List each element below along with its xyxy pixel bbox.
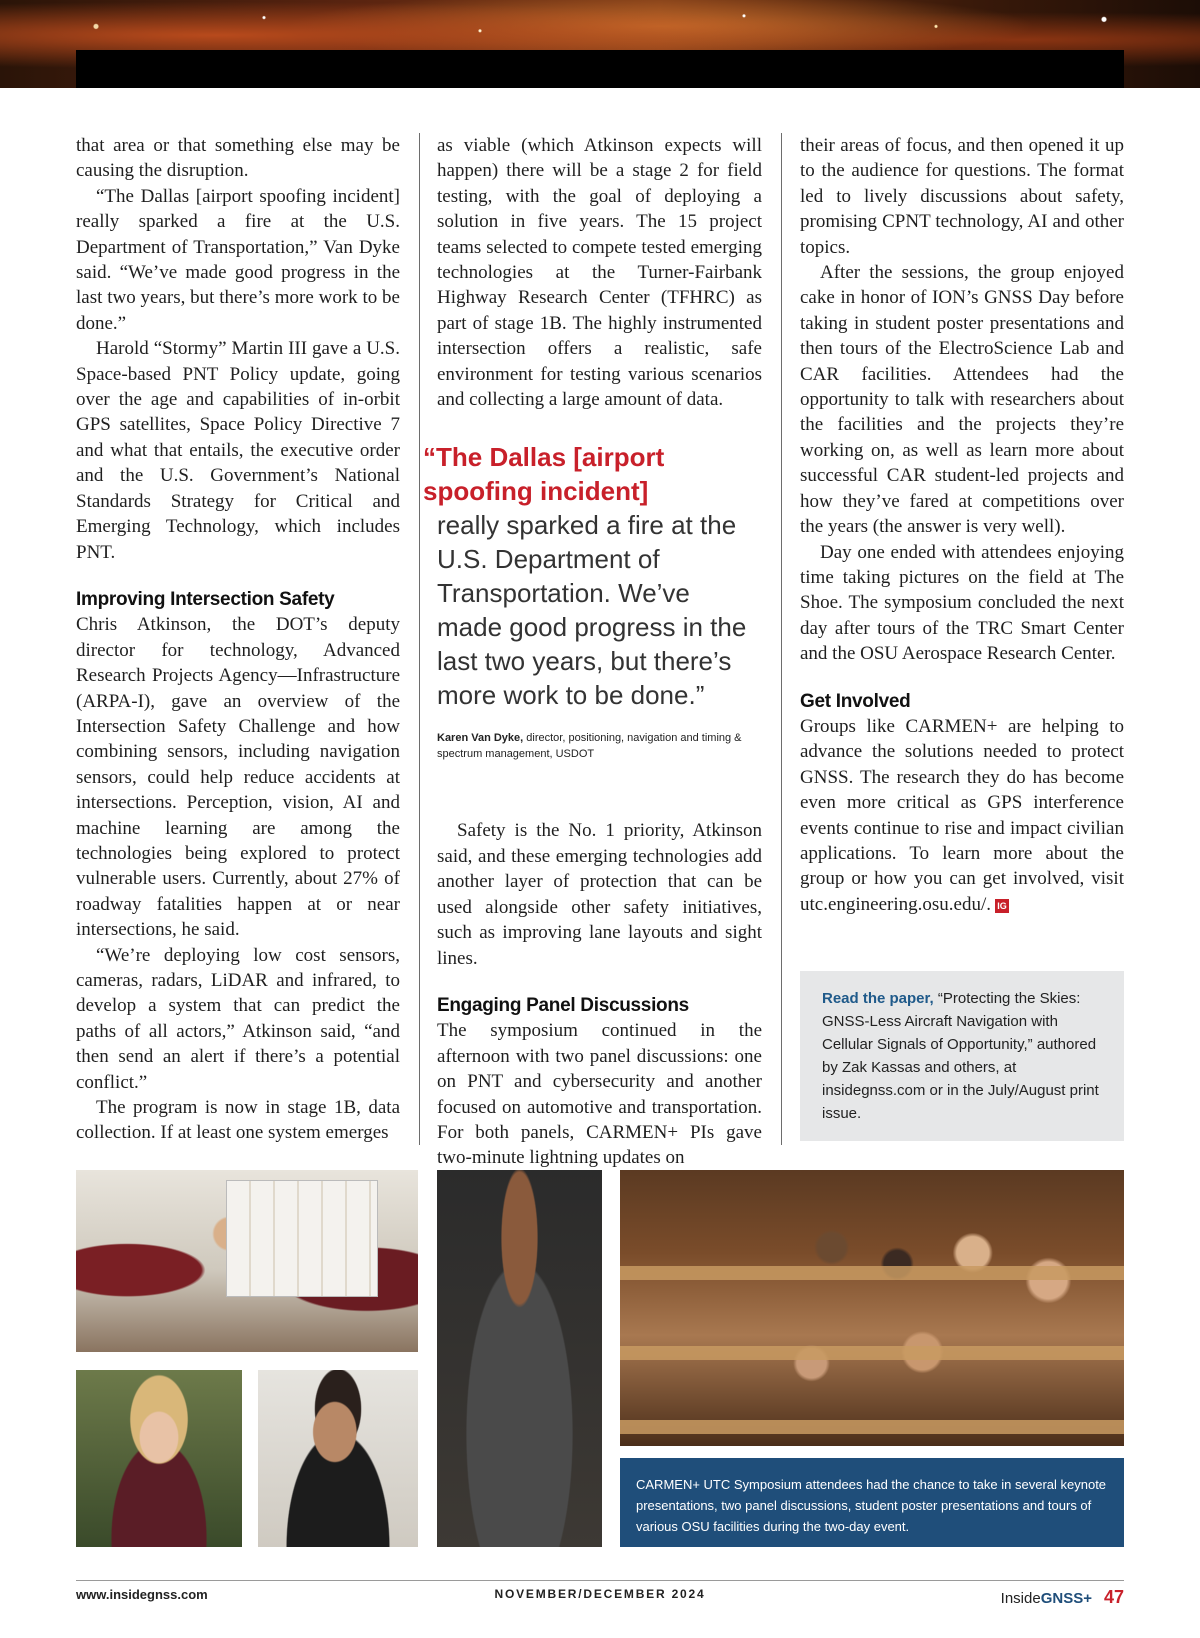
paragraph: as viable (which Atkinson expects will happen) there will be a stage 2 for field testing, with the goal of deploying a solution in five years. The 15 project teams selected to compete tested emerging technologies at the Turner-Fairbank Highway Research Center (TFHRC) as part of stage 1B. The highly instrumented intersection offers a realistic, safe environment for testing various scenarios and collecting a large amount of data. <box>437 135 762 411</box>
photo-speaker-woman <box>76 1370 242 1547</box>
paragraph: “We’re deploying low cost sensors, cameras, radars, LiDAR and infrared, to develop a system that can predict the paths of all actors,” Atkinson said, “and then send an alert if there’s a potential conflict.” <box>76 944 400 1093</box>
header-banner-image <box>0 0 1200 88</box>
paragraph: The symposium continued in the afternoon with two panel discussions: one on PNT and cybersecurity and another focused on automotive and transportation. For both panels, CARMEN+ PIs gave two-minute lightning updates on <box>437 1020 762 1169</box>
footer-brand <box>1001 1587 1124 1608</box>
paragraph: Harold “Stormy” Martin III gave a U.S. Space-based PNT Policy update, going over the age and capabilities of in-orbit GPS satellites, Space Policy Directive 7 and what that entails, the executive order and the U.S. Government’s National Standards Strategy for Critical and Emerging Technology, which includes PNT. <box>76 338 400 563</box>
end-of-article-mark: IG <box>995 899 1009 913</box>
paragraph: their areas of focus, and then opened it up to the audience for questions. The format led to lively discussions about safety, promising CPNT technology, AI and other topics. <box>800 135 1124 258</box>
lecture-desk-row <box>620 1420 1124 1434</box>
footer-issue-date: NOVEMBER/DECEMBER 2024 <box>494 1587 706 1601</box>
footer-divider <box>76 1580 1124 1581</box>
paragraph: that area or that something else may be causing the disruption. <box>76 135 400 182</box>
article-column-3 <box>800 133 1124 917</box>
attribution-title: director, positioning, navigation and timing & spectrum management, USDOT <box>437 732 742 761</box>
lecture-desk-row <box>620 1266 1124 1280</box>
article-column-1 <box>76 133 400 1146</box>
footer-website: www.insidegnss.com <box>76 1587 208 1602</box>
paragraph: After the sessions, the group enjoyed cake in honor of ION’s GNSS Day before taking in student poster presentations and then tours of the ElectroScience Lab and CAR facilities. Attendees had the opportunity to talk with researchers about the facilities and the projects they’re working on, as well as learn more about successful CAR student-led projects and how they’ve fared at competitions over the years (the answer is very well). <box>800 262 1124 538</box>
photo-caption: CARMEN+ UTC Symposium attendees had the chance to take in several keynote presentations, two panel discussions, student poster presentations and tours of various OSU facilities during the two-day event. <box>620 1458 1124 1547</box>
photo-attendee-man <box>258 1370 418 1547</box>
paragraph <box>800 714 1124 917</box>
article-column-2 <box>423 133 762 1171</box>
column-divider <box>781 133 782 1145</box>
paragraph: Safety is the No. 1 priority, Atkinson said, and these emerging technologies add another layer of protection that can be used alongside other safety initiatives, such as improving lane layouts and sight lines. <box>437 820 762 969</box>
paragraph: Chris Atkinson, the DOT’s deputy director for technology, Advanced Research Projects Agency—Infrastructure (ARPA-I), gave an overview of the Intersection Safety Challenge and how combining sensors, including navigation sensors, could help reduce accidents at intersections. Perception, vision, AI and machine learning are among the technologies being explored to protect vulnerable users. Currently, about 27% of roadway fatalities happen at or near intersections, he said. <box>76 614 400 941</box>
lecture-desk-row <box>620 1346 1124 1360</box>
pull-quote-attribution <box>437 730 762 762</box>
pull-quote-highlight: “The Dallas [airport spoofing incident] <box>423 442 665 507</box>
poster-board <box>226 1180 378 1297</box>
pull-quote <box>423 440 762 762</box>
section-heading: Engaging Panel Discussions <box>437 994 689 1016</box>
brand-gnss: GNSS+ <box>1040 1590 1092 1607</box>
brand-inside: Inside <box>1000 1590 1041 1607</box>
section-heading: Improving Intersection Safety <box>76 588 335 610</box>
photo-keynote-speaker <box>437 1170 602 1547</box>
paragraph: “The Dallas [airport spoofing incident] really sparked a fire at the U.S. Department of Transportation,” Van Dyke said. “We’ve made good progress in the last two years, but there’s more work to be done.” <box>76 185 400 334</box>
photo-audience-lecture-hall <box>620 1170 1124 1446</box>
attribution-name: Karen Van Dyke, <box>437 732 524 745</box>
sidebar-lead: Read the paper, <box>822 990 934 1007</box>
paragraph-text: Groups like CARMEN+ are helping to advance the solutions needed to protect GNSS. The research they do has become even more critical as GPS interference events continue to rise and impact civilian applications. To learn more about the group or how you can get involved, visit utc.engineering.osu.edu/. <box>800 715 1124 915</box>
pull-quote-text: really sparked a fire at the U.S. Department of Transportation. We’ve made good progress in the last two years, but there’s more work to be done.” <box>437 510 747 711</box>
sidebar-text: “Protecting the Skies: GNSS-Less Aircraft Navigation with Cellular Signals of Opportunity,” authored by Zak Kassas and others, at insidegnss.com or in the July/August print issue. <box>822 990 1099 1122</box>
section-heading: Get Involved <box>800 690 911 712</box>
photo-poster-session <box>76 1170 418 1352</box>
header-black-bar <box>76 50 1124 88</box>
read-the-paper-sidebar <box>800 971 1124 1141</box>
paragraph: The program is now in stage 1B, data collection. If at least one system emerges <box>76 1097 400 1144</box>
page-number: 47 <box>1103 1587 1124 1607</box>
column-divider <box>419 133 420 1145</box>
paragraph: Day one ended with attendees enjoying time taking pictures on the field at The Shoe. The symposium concluded the next day after tours of the TRC Smart Center and the OSU Aerospace Research Center. <box>800 541 1124 665</box>
